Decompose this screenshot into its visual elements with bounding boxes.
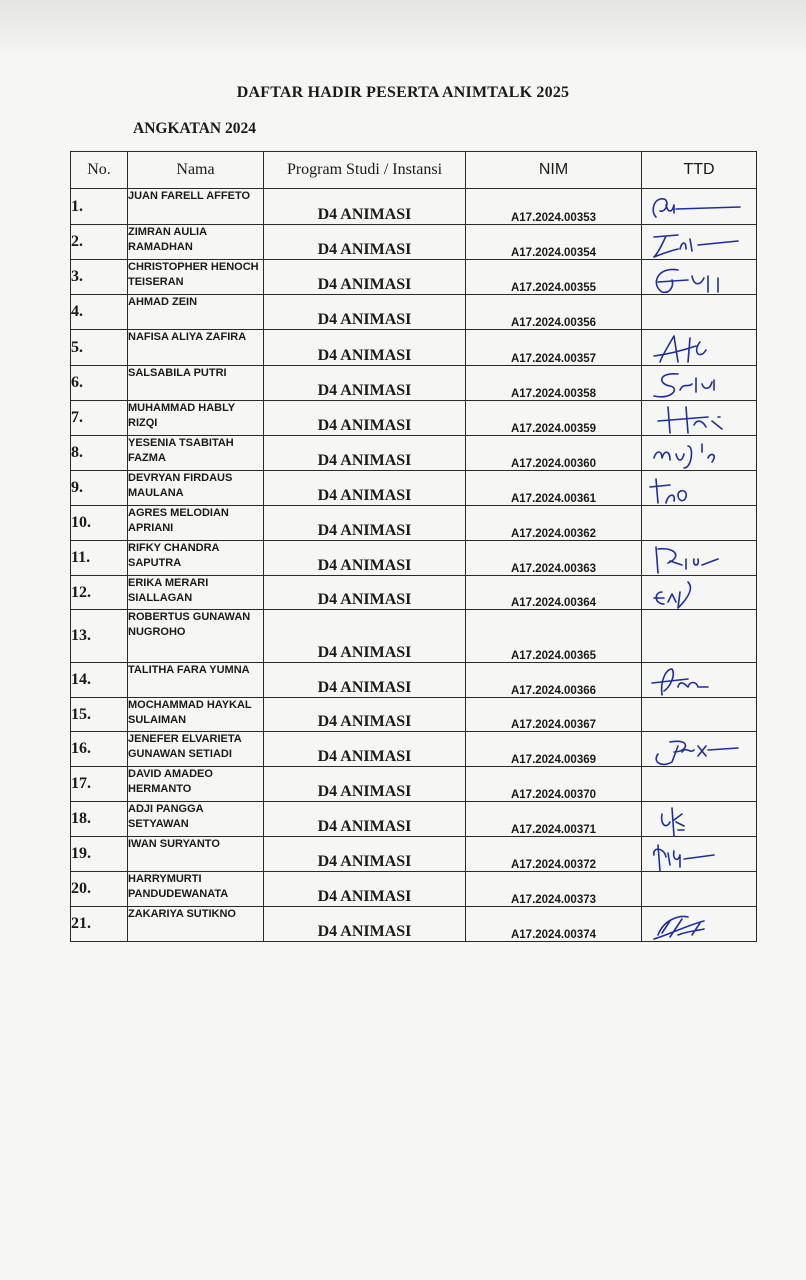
- row-number: 8.: [71, 436, 128, 471]
- nim: A17.2024.00369: [466, 732, 642, 767]
- handwritten-signature: [648, 262, 748, 294]
- row-number: 1.: [71, 189, 128, 225]
- signature-cell: [642, 366, 757, 401]
- handwritten-signature: [648, 191, 748, 223]
- signature-cell: [642, 225, 757, 260]
- participant-name: ERIKA MERARI SIALLAGAN: [128, 576, 264, 610]
- header-ttd: TTD: [642, 152, 757, 189]
- participant-name: JUAN FARELL AFFETO: [128, 189, 264, 225]
- paper-shadow: [0, 0, 806, 60]
- table-row: [71, 698, 757, 732]
- nim: A17.2024.00361: [466, 471, 642, 506]
- header-program-studi: Program Studi / Instansi: [264, 152, 466, 189]
- participant-name: RIFKY CHANDRA SAPUTRA: [128, 541, 264, 576]
- signature-cell: [642, 401, 757, 436]
- row-number: 13.: [71, 610, 128, 663]
- handwritten-signature: [648, 438, 748, 470]
- program-studi: D4 ANIMASI: [264, 907, 466, 942]
- program-studi: D4 ANIMASI: [264, 802, 466, 837]
- header-no: No.: [71, 152, 128, 189]
- row-number: 7.: [71, 401, 128, 436]
- nim: A17.2024.00356: [466, 295, 642, 330]
- program-studi: D4 ANIMASI: [264, 506, 466, 541]
- nim: A17.2024.00354: [466, 225, 642, 260]
- nim: A17.2024.00359: [466, 401, 642, 436]
- signature-cell: [642, 471, 757, 506]
- participant-name: CHRISTOPHER HENOCH TEISERAN: [128, 260, 264, 295]
- row-number: 15.: [71, 698, 128, 732]
- signature-cell: [642, 541, 757, 576]
- signature-cell: [642, 295, 757, 330]
- program-studi: D4 ANIMASI: [264, 330, 466, 366]
- row-number: 12.: [71, 576, 128, 610]
- handwritten-signature: [648, 909, 748, 941]
- handwritten-signature: [648, 543, 748, 575]
- document-title: DAFTAR HADIR PESERTA ANIMTALK 2025: [236, 84, 570, 101]
- program-studi: D4 ANIMASI: [264, 366, 466, 401]
- nim: A17.2024.00353: [466, 189, 642, 225]
- row-number: 16.: [71, 732, 128, 767]
- table-row: [71, 506, 757, 541]
- row-number: 19.: [71, 837, 128, 872]
- nim: A17.2024.00358: [466, 366, 642, 401]
- signature-cell: [642, 872, 757, 907]
- participant-name: ZIMRAN AULIA RAMADHAN: [128, 225, 264, 260]
- table-row: [71, 576, 757, 610]
- participant-name: AHMAD ZEIN: [128, 295, 264, 330]
- table-row: [71, 610, 757, 663]
- nim: A17.2024.00362: [466, 506, 642, 541]
- nim: A17.2024.00363: [466, 541, 642, 576]
- signature-cell: [642, 576, 757, 610]
- nim: A17.2024.00370: [466, 767, 642, 802]
- handwritten-signature: [648, 804, 748, 836]
- nim: A17.2024.00364: [466, 576, 642, 610]
- row-number: 5.: [71, 330, 128, 366]
- row-number: 2.: [71, 225, 128, 260]
- signature-cell: [642, 802, 757, 837]
- signature-cell: [642, 698, 757, 732]
- document-subtitle: ANGKATAN 2024: [133, 120, 256, 137]
- nim: A17.2024.00365: [466, 610, 642, 663]
- handwritten-signature: [648, 578, 748, 610]
- signature-cell: [642, 436, 757, 471]
- signature-cell: [642, 663, 757, 698]
- row-number: 11.: [71, 541, 128, 576]
- header-nama: Nama: [128, 152, 264, 189]
- table-row: [71, 436, 757, 471]
- program-studi: D4 ANIMASI: [264, 663, 466, 698]
- table-row: [71, 330, 757, 366]
- table-row: [71, 732, 757, 767]
- handwritten-signature: [648, 332, 748, 364]
- signature-cell: [642, 189, 757, 225]
- handwritten-signature: [648, 473, 748, 505]
- nim: A17.2024.00355: [466, 260, 642, 295]
- participant-name: ADJI PANGGA SETYAWAN: [128, 802, 264, 837]
- participant-name: ROBERTUS GUNAWAN NUGROHO: [128, 610, 264, 663]
- program-studi: D4 ANIMASI: [264, 541, 466, 576]
- nim: A17.2024.00357: [466, 330, 642, 366]
- table-row: [71, 471, 757, 506]
- table-row: [71, 872, 757, 907]
- nim: A17.2024.00371: [466, 802, 642, 837]
- table-header-row: [71, 152, 757, 189]
- participant-name: AGRES MELODIAN APRIANI: [128, 506, 264, 541]
- row-number: 20.: [71, 872, 128, 907]
- program-studi: D4 ANIMASI: [264, 225, 466, 260]
- handwritten-signature: [648, 368, 748, 400]
- signature-cell: [642, 260, 757, 295]
- nim: A17.2024.00373: [466, 872, 642, 907]
- nim: A17.2024.00360: [466, 436, 642, 471]
- signature-cell: [642, 610, 757, 663]
- table-body: [71, 189, 757, 942]
- program-studi: D4 ANIMASI: [264, 610, 466, 663]
- table-row: [71, 189, 757, 225]
- row-number: 4.: [71, 295, 128, 330]
- program-studi: D4 ANIMASI: [264, 698, 466, 732]
- row-number: 18.: [71, 802, 128, 837]
- participant-name: MUHAMMAD HABLY RIZQI: [128, 401, 264, 436]
- participant-name: SALSABILA PUTRI: [128, 366, 264, 401]
- table-row: [71, 401, 757, 436]
- table-row: [71, 225, 757, 260]
- table-row: [71, 366, 757, 401]
- row-number: 17.: [71, 767, 128, 802]
- program-studi: D4 ANIMASI: [264, 189, 466, 225]
- program-studi: D4 ANIMASI: [264, 260, 466, 295]
- participant-name: IWAN SURYANTO: [128, 837, 264, 872]
- signature-cell: [642, 907, 757, 942]
- program-studi: D4 ANIMASI: [264, 401, 466, 436]
- row-number: 3.: [71, 260, 128, 295]
- program-studi: D4 ANIMASI: [264, 837, 466, 872]
- participant-name: JENEFER ELVARIETA GUNAWAN SETIADI: [128, 732, 264, 767]
- table-row: [71, 295, 757, 330]
- participant-name: DAVID AMADEO HERMANTO: [128, 767, 264, 802]
- program-studi: D4 ANIMASI: [264, 295, 466, 330]
- table-row: [71, 907, 757, 942]
- handwritten-signature: [648, 734, 748, 766]
- program-studi: D4 ANIMASI: [264, 872, 466, 907]
- table-row: [71, 541, 757, 576]
- nim: A17.2024.00374: [466, 907, 642, 942]
- row-number: 9.: [71, 471, 128, 506]
- nim: A17.2024.00366: [466, 663, 642, 698]
- signature-cell: [642, 767, 757, 802]
- participant-name: HARRYMURTI PANDUDEWANATA: [128, 872, 264, 907]
- program-studi: D4 ANIMASI: [264, 576, 466, 610]
- participant-name: YESENIA TSABITAH FAZMA: [128, 436, 264, 471]
- signature-cell: [642, 732, 757, 767]
- row-number: 10.: [71, 506, 128, 541]
- participant-name: MOCHAMMAD HAYKAL SULAIMAN: [128, 698, 264, 732]
- participant-name: DEVRYAN FIRDAUS MAULANA: [128, 471, 264, 506]
- nim: A17.2024.00372: [466, 837, 642, 872]
- nim: A17.2024.00367: [466, 698, 642, 732]
- handwritten-signature: [648, 227, 748, 259]
- participant-name: ZAKARIYA SUTIKNO: [128, 907, 264, 942]
- program-studi: D4 ANIMASI: [264, 471, 466, 506]
- program-studi: D4 ANIMASI: [264, 436, 466, 471]
- table-row: [71, 802, 757, 837]
- table-row: [71, 767, 757, 802]
- signature-cell: [642, 837, 757, 872]
- row-number: 14.: [71, 663, 128, 698]
- row-number: 21.: [71, 907, 128, 942]
- participant-name: NAFISA ALIYA ZAFIRA: [128, 330, 264, 366]
- table-row: [71, 663, 757, 698]
- table-row: [71, 260, 757, 295]
- attendance-table: [70, 151, 757, 942]
- table-row: [71, 837, 757, 872]
- signature-cell: [642, 330, 757, 366]
- program-studi: D4 ANIMASI: [264, 732, 466, 767]
- signature-cell: [642, 506, 757, 541]
- program-studi: D4 ANIMASI: [264, 767, 466, 802]
- handwritten-signature: [648, 665, 748, 697]
- handwritten-signature: [648, 839, 748, 871]
- handwritten-signature: [648, 403, 748, 435]
- participant-name: TALITHA FARA YUMNA: [128, 663, 264, 698]
- header-nim: NIM: [466, 152, 642, 189]
- row-number: 6.: [71, 366, 128, 401]
